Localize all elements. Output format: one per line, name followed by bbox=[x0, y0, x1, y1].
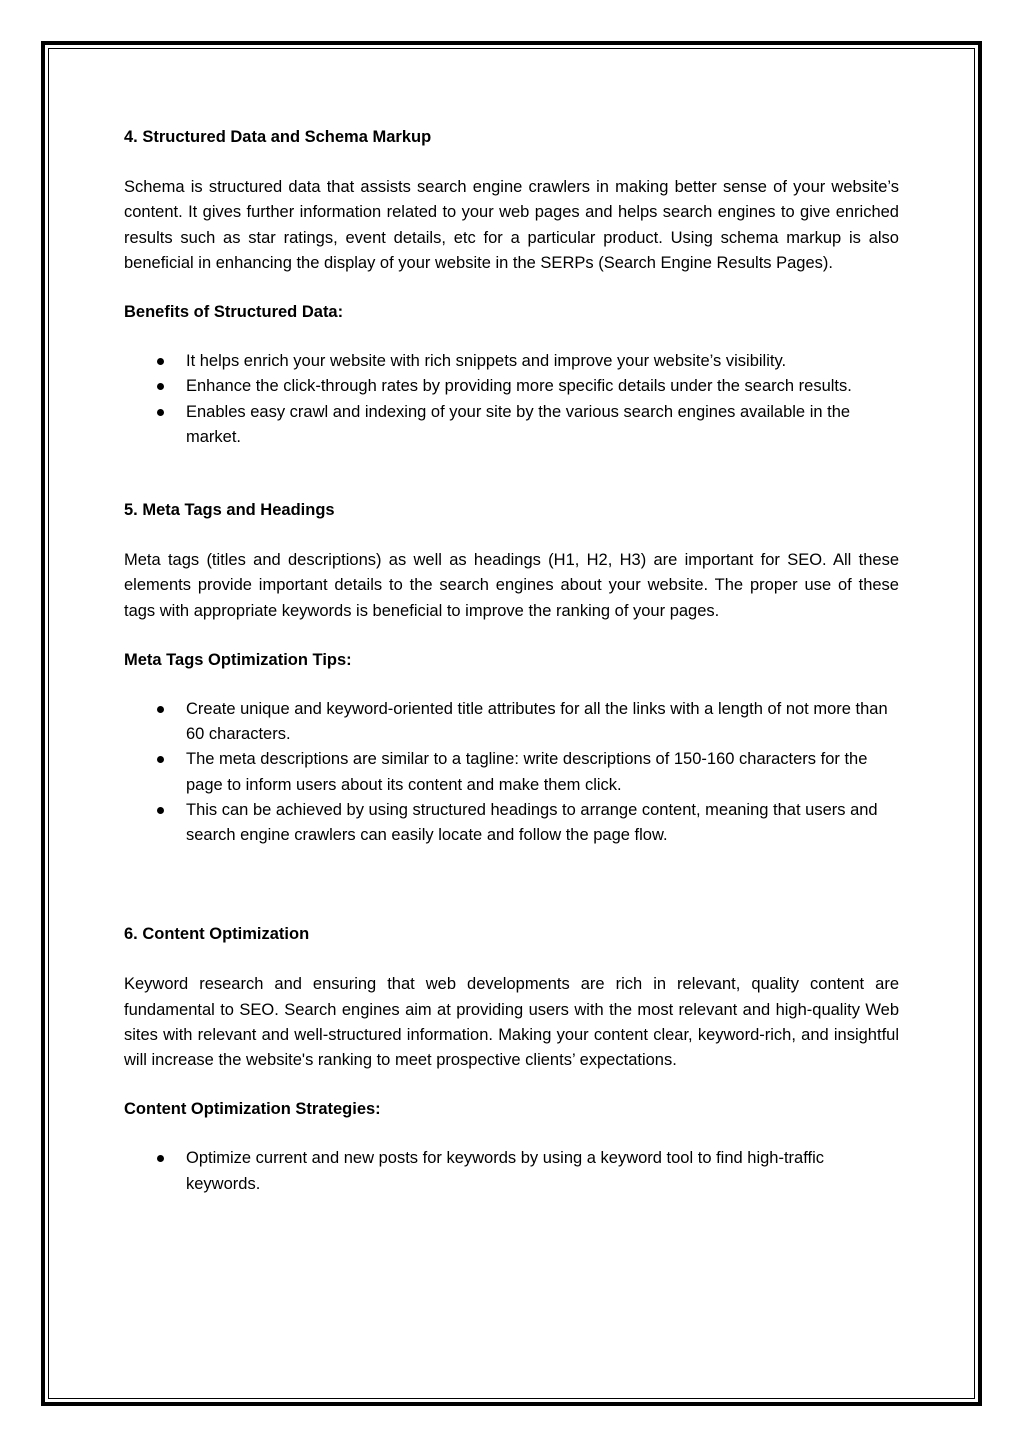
section-paragraph: Meta tags (titles and descriptions) as well as headings (H1, H2, H3) are important for SEO. All these elements provide important details to the search engines about your website. The proper use of these tags with appropriate keywords is beneficial to improve the ranking of your pages. bbox=[124, 551, 899, 620]
section-heading: 4. Structured Data and Schema Markup bbox=[124, 128, 432, 146]
list-item: This can be achieved by using structured headings to arrange content, meaning that users and search engine crawlers can easily locate and follow the page flow. bbox=[124, 798, 899, 848]
bullet-icon bbox=[157, 756, 164, 763]
bullet-list bbox=[124, 697, 899, 848]
section-structured-data bbox=[124, 125, 899, 450]
bullet-icon bbox=[157, 383, 164, 390]
list-item: Enhance the click-through rates by providing more specific details under the search results. bbox=[124, 374, 899, 399]
bullet-icon bbox=[157, 1155, 164, 1162]
list-item: Create unique and keyword-oriented title attributes for all the links with a length of not more than 60 characters. bbox=[124, 697, 899, 747]
bullet-icon bbox=[157, 409, 164, 416]
section-paragraph: Schema is structured data that assists search engine crawlers in making better sense of your website’s content. It gives further information related to your web pages and helps search engines to give enriched results such as star ratings, event details, etc for a particular product. Using schema markup is also beneficial in enhancing the display of your website in the SERPs (Search Engine Results Pages). bbox=[124, 178, 899, 272]
section-paragraph: Keyword research and ensuring that web developments are rich in relevant, quality content are fundamental to SEO. Search engines aim at providing users with the most relevant and high-quality Web sites with relevant and well-structured information. Making your content clear, keyword-rich, and insightful will increase the website's ranking to meet prospective clients’ expectations. bbox=[124, 975, 899, 1070]
list-item: The meta descriptions are similar to a tagline: write descriptions of 150-160 characters for the page to inform users about its content and make them click. bbox=[124, 747, 899, 797]
section-spacer bbox=[124, 848, 899, 922]
list-item: It helps enrich your website with rich snippets and improve your website’s visibility. bbox=[124, 349, 899, 374]
list-item: Enables easy crawl and indexing of your site by the various search engines available in the market. bbox=[124, 400, 899, 450]
list-item: Optimize current and new posts for keywords by using a keyword tool to find high-traffic keywords. bbox=[124, 1146, 899, 1196]
section-subheading: Content Optimization Strategies: bbox=[124, 1100, 381, 1119]
section-spacer bbox=[124, 450, 899, 498]
bullet-list bbox=[124, 349, 899, 450]
section-subheading: Benefits of Structured Data: bbox=[124, 303, 344, 322]
section-meta-tags bbox=[124, 498, 899, 848]
section-heading: 5. Meta Tags and Headings bbox=[124, 501, 335, 520]
bullet-icon bbox=[157, 706, 164, 713]
section-heading: 6. Content Optimization bbox=[124, 925, 310, 944]
bullet-list bbox=[124, 1146, 899, 1196]
bullet-icon bbox=[157, 807, 164, 814]
section-content-optimization bbox=[124, 922, 899, 1197]
document-content bbox=[124, 125, 899, 1197]
bullet-icon bbox=[157, 358, 164, 365]
section-subheading: Meta Tags Optimization Tips: bbox=[124, 650, 352, 669]
